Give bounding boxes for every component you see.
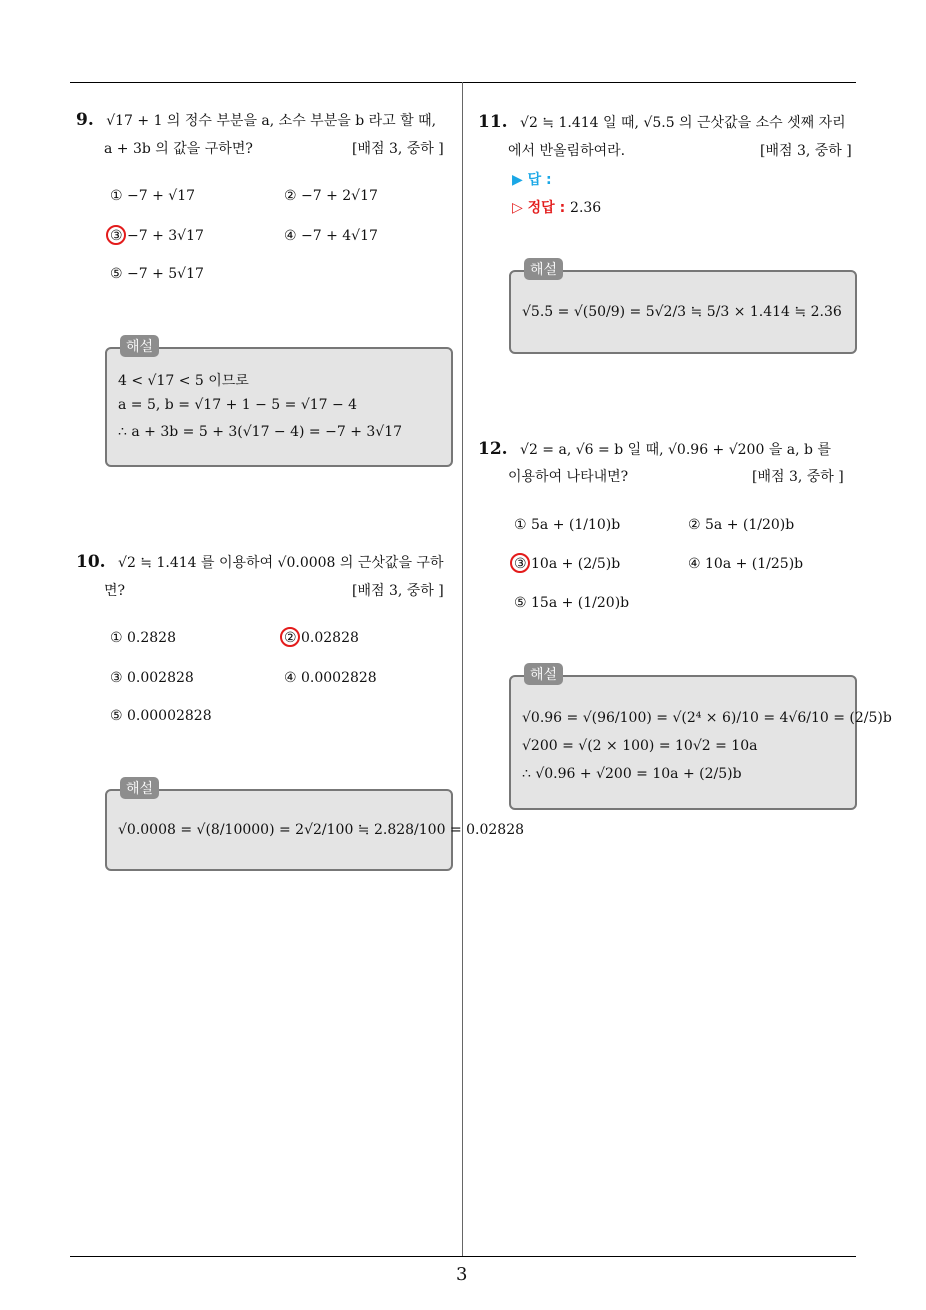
p10-solution-line1: √0.0008 = √(8/10000) = 2√2/100 ≒ 2.828/100 = 0.02828 xyxy=(118,822,525,838)
p9-solution-line1: 4 < √17 < 5 이므로 xyxy=(118,373,249,389)
column-divider xyxy=(462,82,463,1257)
p12-solution-line2: √200 = √(2 × 100) = 10√2 = 10a xyxy=(522,738,758,754)
p9-solution-line2: a = 5, b = √17 + 1 − 5 = √17 − 4 xyxy=(118,397,358,413)
p12-choice-2[interactable]: ② 5a + (1/20)b xyxy=(688,517,795,533)
p9-solution-line3: ∴ a + 3b = 5 + 3(√17 − 4) = −7 + 3√17 xyxy=(118,424,403,440)
page-number: 3 xyxy=(456,1264,468,1285)
problem-9-line1 xyxy=(76,110,436,130)
problem-12-line2: 이용하여 나타내면? xyxy=(508,469,629,485)
p11-answer-field[interactable]: ▶ 답 : xyxy=(512,172,552,188)
p11-correct-label: ▷ 정답 : xyxy=(512,200,566,216)
p10-solution-tag: 해설 xyxy=(120,777,159,799)
p11-correct-value: 2.36 xyxy=(570,200,602,216)
p9-choice-2[interactable]: ② −7 + 2√17 xyxy=(284,188,378,204)
p9-solution-tag: 해설 xyxy=(120,335,159,357)
problem-9-line2: a + 3b 의 값을 구하면? xyxy=(104,141,253,157)
p12-choice-1[interactable]: ① 5a + (1/10)b xyxy=(514,517,621,533)
p12-choice-3[interactable]: ③ 10a + (2/5)b xyxy=(514,556,621,572)
p11-solution-line1: √5.5̇ = √(50/9) = 5√2/3 ≒ 5/3 × 1.414 ≒ 2.36 xyxy=(522,304,842,320)
p10-choice-4[interactable]: ④ 0.0002828 xyxy=(284,670,377,686)
problem-12-line1 xyxy=(478,439,831,459)
p12-choice-5[interactable]: ⑤ 15a + (1/20)b xyxy=(514,595,630,611)
p10-choice-3[interactable]: ③ 0.002828 xyxy=(110,670,194,686)
problem-12-number: 12. xyxy=(478,439,508,459)
p10-choice-1[interactable]: ① 0.2828 xyxy=(110,630,176,646)
p10-choice-2[interactable]: ② 0.02828 xyxy=(284,630,359,646)
problem-11-line1 xyxy=(478,112,846,132)
p12-solution-line3: ∴ √0.96 + √200 = 10a + (2/5)b xyxy=(522,766,742,782)
p9-choice-1[interactable]: ① −7 + √17 xyxy=(110,188,196,204)
problem-9-text: √17 + 1 의 정수 부분을 a, 소수 부분을 b 라고 할 때, xyxy=(106,113,437,129)
p9-choice-5[interactable]: ⑤ −7 + 5√17 xyxy=(110,266,204,282)
problem-11-line2: 에서 반올림하여라. xyxy=(508,143,626,159)
p9-choice-4[interactable]: ④ −7 + 4√17 xyxy=(284,228,378,244)
problem-10-number: 10. xyxy=(76,552,106,572)
problem-11-meta: [배점 3, 중하 ] xyxy=(760,143,852,159)
p10-choice-5[interactable]: ⑤ 0.00002828 xyxy=(110,708,212,724)
p12-solution-tag: 해설 xyxy=(524,663,563,685)
p9-choice-3[interactable]: ③ −7 + 3√17 xyxy=(110,228,204,244)
problem-9-number: 9. xyxy=(76,110,94,130)
problem-11-text: √2 ≒ 1.414 일 때, √5.5̇ 의 근삿값을 소수 셋째 자리 xyxy=(520,115,846,131)
problem-10-text: √2 ≒ 1.414 를 이용하여 √0.0008 의 근삿값을 구하 xyxy=(118,555,444,571)
bottom-rule xyxy=(70,1256,856,1257)
problem-10-meta: [배점 3, 중하 ] xyxy=(352,583,444,599)
problem-12-text: √2 = a, √6 = b 일 때, √0.96 + √200 을 a, b 를 xyxy=(520,442,831,458)
problem-10-line1 xyxy=(76,552,443,572)
top-rule xyxy=(70,82,856,83)
problem-10-line2: 면? xyxy=(104,583,126,599)
p11-correct-answer xyxy=(512,197,601,217)
problem-12-meta: [배점 3, 중하 ] xyxy=(752,469,844,485)
p12-solution-line1: √0.96 = √(96/100) = √(2⁴ × 6)/10 = 4√6/10 = (2/5)b xyxy=(522,710,892,726)
problem-9-meta: [배점 3, 중하 ] xyxy=(352,141,444,157)
problem-11-number: 11. xyxy=(478,112,508,132)
p11-solution-tag: 해설 xyxy=(524,258,563,280)
p12-choice-4[interactable]: ④ 10a + (1/25)b xyxy=(688,556,804,572)
